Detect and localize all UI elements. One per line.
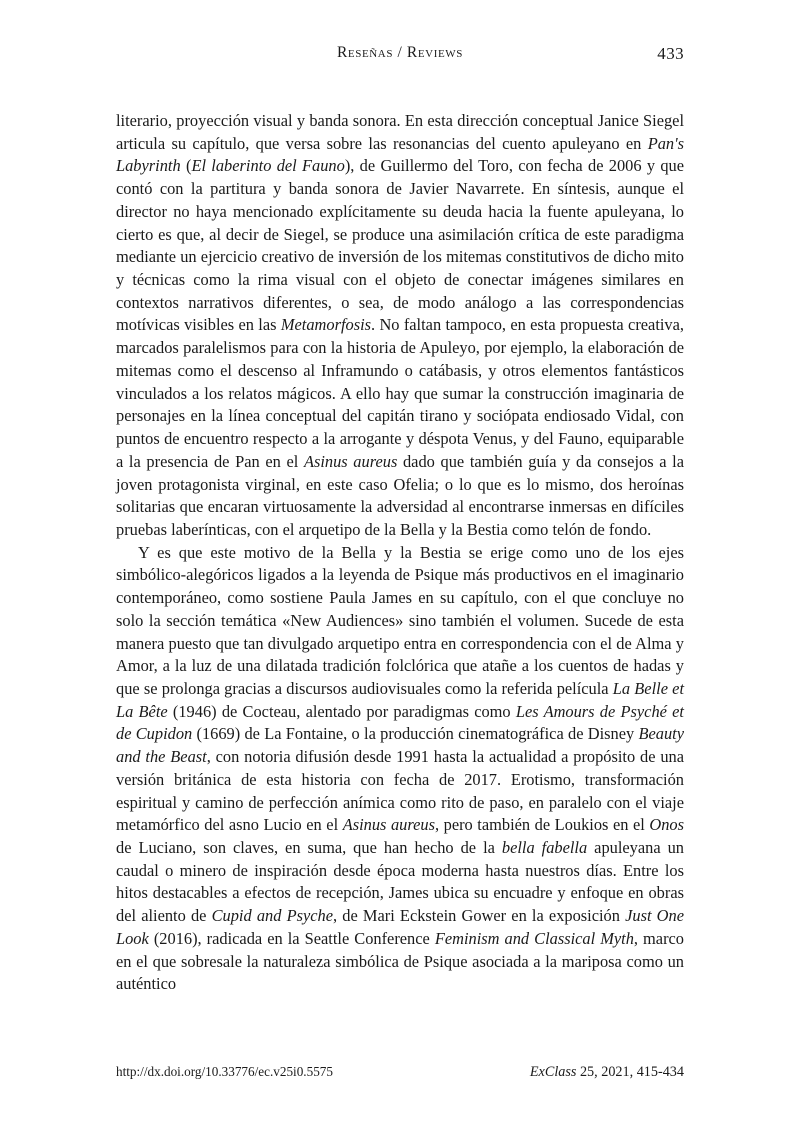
page-footer xyxy=(116,1064,684,1081)
p2-seg-e: (1669) de La Fontaine, o la producción cinematográfica de Disney xyxy=(192,724,639,744)
p2-seg-g: , con notoria difusión desde 1991 hasta la actualidad a propósito de una versión británica de esta historia con fecha de 2017. Erotismo, transformación espiritual y camino de perfección anímica como rito de paso, en paralelo con el viaje metamórfico del asno Lucio en el xyxy=(116,747,684,835)
p2-title-onos: Onos xyxy=(649,815,684,835)
page-number: 433 xyxy=(657,44,684,63)
p2-title-asinus-aureus: Asinus aureus xyxy=(342,815,435,835)
p2-term-bella-fabella: bella fabella xyxy=(501,838,588,857)
p1-title-laberinto-del-fauno: El laberinto del Fauno xyxy=(191,156,345,176)
paragraph-1 xyxy=(116,110,684,542)
p2-title-la-belle-et-la-bete: La Belle et La Bête xyxy=(116,678,684,721)
p1-seg-a: literario, proyección visual y banda sonora. En esta dirección conceptual Janice Siegel articula su capítulo, que versa sobre las resonancias del cuento apuleyano en xyxy=(116,111,684,153)
paragraph-2 xyxy=(116,542,684,996)
doi-link[interactable]: http://dx.doi.org/10.33776/ec.v25i0.5575 xyxy=(116,1064,333,1079)
p1-seg-g: . No faltan tampoco, en esta propuesta creativa, marcados paralelismos para con la historia de Apuleyo, por ejemplo, la elaboración de mitemas como el descenso al Inframundo o catábasis, y otros elementos fantásticos vinculados a los relatos mágicos. A ello hay que sumar la construcción imaginaria de personajes en la línea conceptual del capitán tirano y sociópata endiosado Vidal, con puntos de encuentro respecto a la arrogante y déspota Venus, y del Fauno, equiparable a la presencia de Pan en el xyxy=(116,315,684,471)
p2-seg-o: , de Mari Eckstein Gower en la exposición xyxy=(333,906,626,926)
p1-title-metamorfosis: Metamorfosis xyxy=(280,315,372,335)
p1-title-asinus-aureus: Asinus aureus xyxy=(303,451,398,471)
p2-title-feminism-and-classical-myth: Feminism and Classical Myth xyxy=(434,928,634,948)
p1-seg-i: dado que también guía y da consejos a la joven protagonista virginal, en este caso Ofelia; o lo que es lo mismo, dos heroínas solitarias que encaran virtuosamente la adversidad al encontrarse inmersas en difíciles pruebas laberínticas, con el arquetipo de la Bella y la Bestia como telón de fondo. xyxy=(116,451,684,539)
p1-seg-e: ), de Guillermo del Toro, con fecha de 2006 y que contó con la partitura y banda sonora de Javier Navarrete. En síntesis, aunque el director no haya mencionado explícitamente su deuda hacia la fuente apuleyana, lo cierto es que, al decir de Siegel, se produce una asimilación crítica de este paradigma mediante un ejercicio creativo de inversión de los mitemas constitutivos de dicho mito y técnicas como la rima visual con el objeto de conectar imágenes similares en contextos narrativos diferentes, o sea, de modo análogo a las correspondencias motívicas visibles en las xyxy=(116,156,685,335)
p2-title-just-one-look: Just One Look xyxy=(116,906,684,948)
p2-title-cupid-and-psyche: Cupid and Psyche xyxy=(211,906,333,926)
p2-seg-s: , marco en el que sobresale la naturaleza simbólica de Psique asociada a la mariposa como un auténtico xyxy=(116,928,685,994)
p1-title-pans-labyrinth: Pan's Labyrinth xyxy=(116,133,684,176)
journal-citation xyxy=(530,1064,684,1081)
p2-seg-a: Y es que este motivo de la Bella y la Bestia se erige como uno de los ejes simbólico-alegóricos ligados a la leyenda de Psique más productivos en el imaginario contemporáneo, como sostiene Paula James en su capítulo, con el que concluye no solo la sección temática «New Audiences» sino también el volumen. Sucede de esta manera puesto que tan divulgado arquetipo entra en correspondencia con el de Alma y Amor, a la luz de una dilatada tradición folclórica que atañe a los cuentos de hadas y que se prolonga gracias a discursos audiovisuales como la referida película xyxy=(116,542,684,698)
p2-seg-q: (2016), radicada en la Seattle Conference xyxy=(148,928,435,948)
p1-seg-c: ( xyxy=(180,156,192,176)
journal-name: ExClass xyxy=(529,1064,577,1080)
p2-title-les-amours-de-psyche: Les Amours de Psyché et de Cupidon xyxy=(116,701,684,744)
p2-seg-m: apuleyana un caudal o minero de inspiración desde época moderna hasta nuestros días. Entre los hitos destacables a efectos de recepción, James ubica su encuadre y enfoque en obras del aliento de xyxy=(116,838,684,926)
p2-seg-k: de Luciano, son claves, en suma, que han hecho de la xyxy=(116,838,502,857)
running-head-title: Reseñas / Reviews xyxy=(336,44,464,61)
p2-seg-c: (1946) de Cocteau, alentado por paradigmas como xyxy=(167,701,516,721)
p2-title-beauty-and-the-beast: Beauty and the Beast xyxy=(116,724,684,767)
running-head xyxy=(116,44,684,66)
citation-details: 25, 2021, 415-434 xyxy=(576,1064,684,1080)
p2-seg-i: , pero también de Loukios en el xyxy=(434,815,650,835)
body-text xyxy=(116,110,684,996)
